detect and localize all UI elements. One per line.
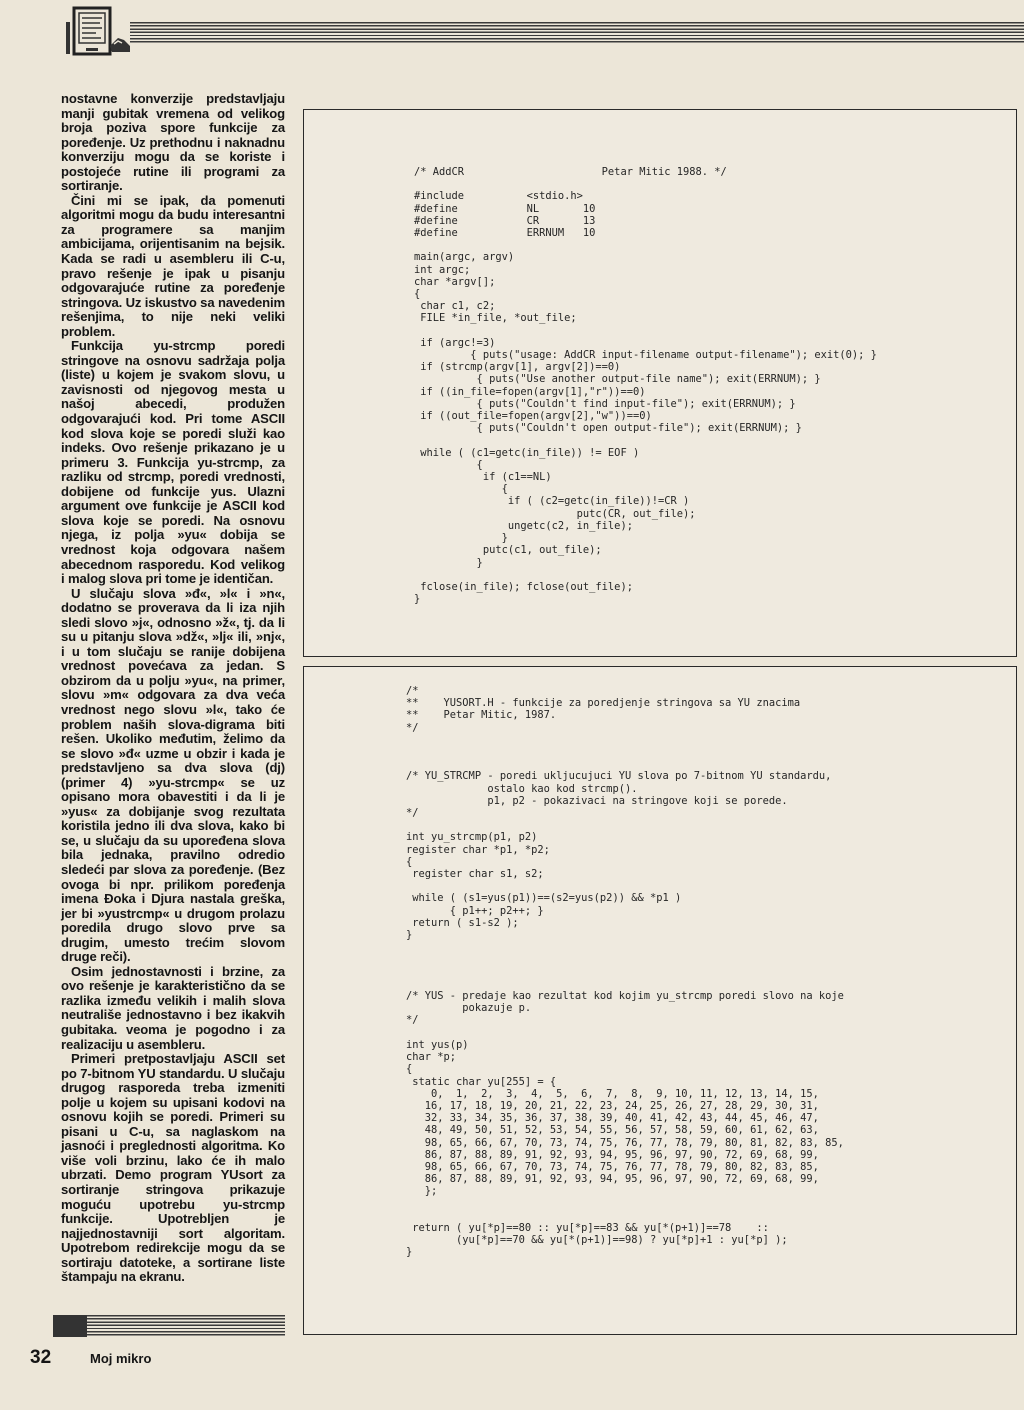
page-number: 32: [30, 1347, 52, 1368]
section-logo: [66, 6, 132, 62]
magazine-name: Moj mikro: [90, 1351, 152, 1366]
addcr-listing-box: [303, 109, 1017, 657]
article-paragraph: Čini mi se ipak, da pomenuti algoritmi mogu da budu interesantni za programere sa manjim ambicijama, orijentisanim na bejsik. Kada se radi u asembleru ili C-u, pravo rešenje je ipak u pisanju odgovarajuće rutine za poređenje stringova. Uz iskustvo sa navedenim rešenjima, to nije neki veliki problem.: [61, 192, 285, 339]
article-paragraph: Primeri pretpostavljaju ASCII set po 7-bitnom YU standardu. U slučaju drugog rasporeda treba izmeniti polje u kojem su upisani kodovi na osnovu kojih se poredi. Primeri su pisani u C-u, sa naglaskom na jasnoći i preglednosti algoritma. Ko više voli brzinu, lako će ih malo ubrzati. Demo program YUsort za sortiranje stringova prikazuje moguću upotrebu yu-strcmp funkcije. Upotrebljen je najjednostavniji sort algoritam. Upotrebom redirekcije mogu da se sortiraju datoteke, a sortirane liste štampaju na ekranu.: [61, 1051, 285, 1285]
article-paragraph: U slučaju slova »đ«, »l« i »n«, dodatno se proverava da li iza njih sledi slovo »j«, odnosno »ž«, tj. da li su u pitanju slova »dž«, »lj« ili, »nj«, i u tom slučaju se ranije dobijena vrednost povećava za jedan. S obzirom da u polju »yu«, na primer, slovu »m« odgovara za dva veća vrednost nego slovu »l«, tako će problem naših slova-digrama biti rešen. Ukoliko međutim, želimo da se slovo »đ« uzme u obzir i kada je predstavljeno sa dva slova (dj) (primer 4) »yu-strcmp« se uz opisano mora obavestiti i da li je »yus« za dobijanje svog rezultata koristila jedno ili dva slova, kako bi se, u slučaju da su upoređena slova bila jednaka, pravilno odredio sledeći par slova za poređenje. (Bez ovoga bi npr. prilikom poređenja imena Đoka i Djura nastala greška, jer bi »yustrcmp« u drugom prolazu poredila drugo slovo prve sa drugim, umesto trećim slovom druge reči).: [61, 585, 285, 965]
article-paragraph: nostavne konverzije predstavljaju manji gubitak vremena od velikog broja poziva spore funkcije za poređenje. Uz prethodnu i naknadnu konverziju mogu da se koriste i postojeće rutine ili programi za sortiranje.: [61, 91, 285, 194]
header-rule: [130, 22, 1024, 44]
addcr-code: /* AddCR Petar Mitic 1988. */ #include <stdio.h> #define NL 10 #define CR 13 #define ERRNUM 10 main(argc, argv) int argc; char *argv[]; { char c1, c2; FILE *in_file, *out_file; if (argc!=3) { puts("usage: AddCR input-filename output-filename"); exit(0); } if (strcmp(argv[1], argv[2])==0) { puts("Use another output-file name"); exit(ERRNUM); } if ((in_file=fopen(argv[1],"r"))==0) { puts("Couldn't find input-file"); exit(ERRNUM); } if ((out_file=fopen(argv[2],"w"))==0) { puts("Couldn't open output-file"); exit(ERRNUM); } while ( (c1=getc(in_file)) != EOF ) { if (c1==NL) { if ( (c2=getc(in_file))!=CR ) putc(CR, out_file); ungetc(c2, in_file); } putc(c1, out_file); } fclose(in_file); fclose(out_file); }: [414, 166, 877, 606]
article-paragraph: Funkcija yu-strcmp poredi stringove na osnovu sadržaja polja (liste) u kojem je svakom slovu, u zavisnosti od njegovog mesta u našoj abecedi, produžen odgovarajući kod. Pri tome ASCII kod slova koje se poredi služi kao indeks. Ovo rešenje prikazano je u primeru 3. Funkcija yu-strcmp, za razliku od strcmp, poredi vrednosti, dobijene od funkcije yus. Ulazni argument ove funkcije je ASCII kod slova koje se poredi. Na osnovu njega, iz polja »yu« dobija se vrednost koja odgovara našem abecednom rasporedu. Kod velikog i malog slova pri tome je identičan.: [61, 338, 285, 587]
computer-monitor-hand-icon: [66, 6, 132, 62]
article-paragraph: Osim jednostavnosti i brzine, za ovo rešenje je karakteristično da se razlika između velikih i malih slova neutrališe jednostavno i bez ikakvih gubitaka. veoma je pogodno i za realizaciju u asembleru.: [61, 963, 285, 1052]
footer-rule: [53, 1315, 285, 1337]
article-column: [61, 92, 285, 1285]
yusort-code: /* ** YUSORT.H - funkcije za poredjenje stringova sa YU znacima ** Petar Mitic, 1987. */ /* YU_STRCMP - poredi ukljucujuci YU slova po 7-bitnom YU standardu, ostalo kao kod strcmp(). p1, p2 - pokazivaci na stringove koji se porede. */ int yu_strcmp(p1, p2) register char *p1, *p2; { register char s1, s2; while ( (s1=yus(p1))==(s2=yus(p2)) && *p1 ) { p1++; p2++; } return ( s1-s2 ); } /* YUS - predaje kao rezultat kod kojim yu_strcmp poredi slovo na koje pokazuje p. */ int yus(p) char *p; { static char yu[255] = { 0, 1, 2, 3, 4, 5, 6, 7, 8, 9, 10, 11, 12, 13, 14, 15, 16, 17, 18, 19, 20, 21, 22, 23, 24, 25, 26, 27, 28, 29, 30, 31, 32, 33, 34, 35, 36, 37, 38, 39, 40, 41, 42, 43, 44, 45, 46, 47, 48, 49, 50, 51, 52, 53, 54, 55, 56, 57, 58, 59, 60, 61, 62, 63, 98, 65, 66, 67, 70, 73, 74, 75, 76, 77, 78, 79, 80, 81, 82, 83, 85, 86, 87, 88, 89, 91, 92, 93, 94, 95, 96, 97, 90, 72, 69, 68, 99, 98, 65, 66, 67, 70, 73, 74, 75, 76, 77, 78, 79, 80, 82, 83, 85, 86, 87, 88, 89, 91, 92, 93, 94, 95, 96, 97, 90, 72, 69, 68, 99, }; return ( yu[*p]==80 :: yu[*p]==83 && yu[*(p+1)]==78 :: (yu[*p]==70 && yu[*(p+1)]==98) ? yu[*p]+1 : yu[*p] ); }: [406, 685, 844, 1259]
yusort-listing-box: [303, 666, 1017, 1335]
